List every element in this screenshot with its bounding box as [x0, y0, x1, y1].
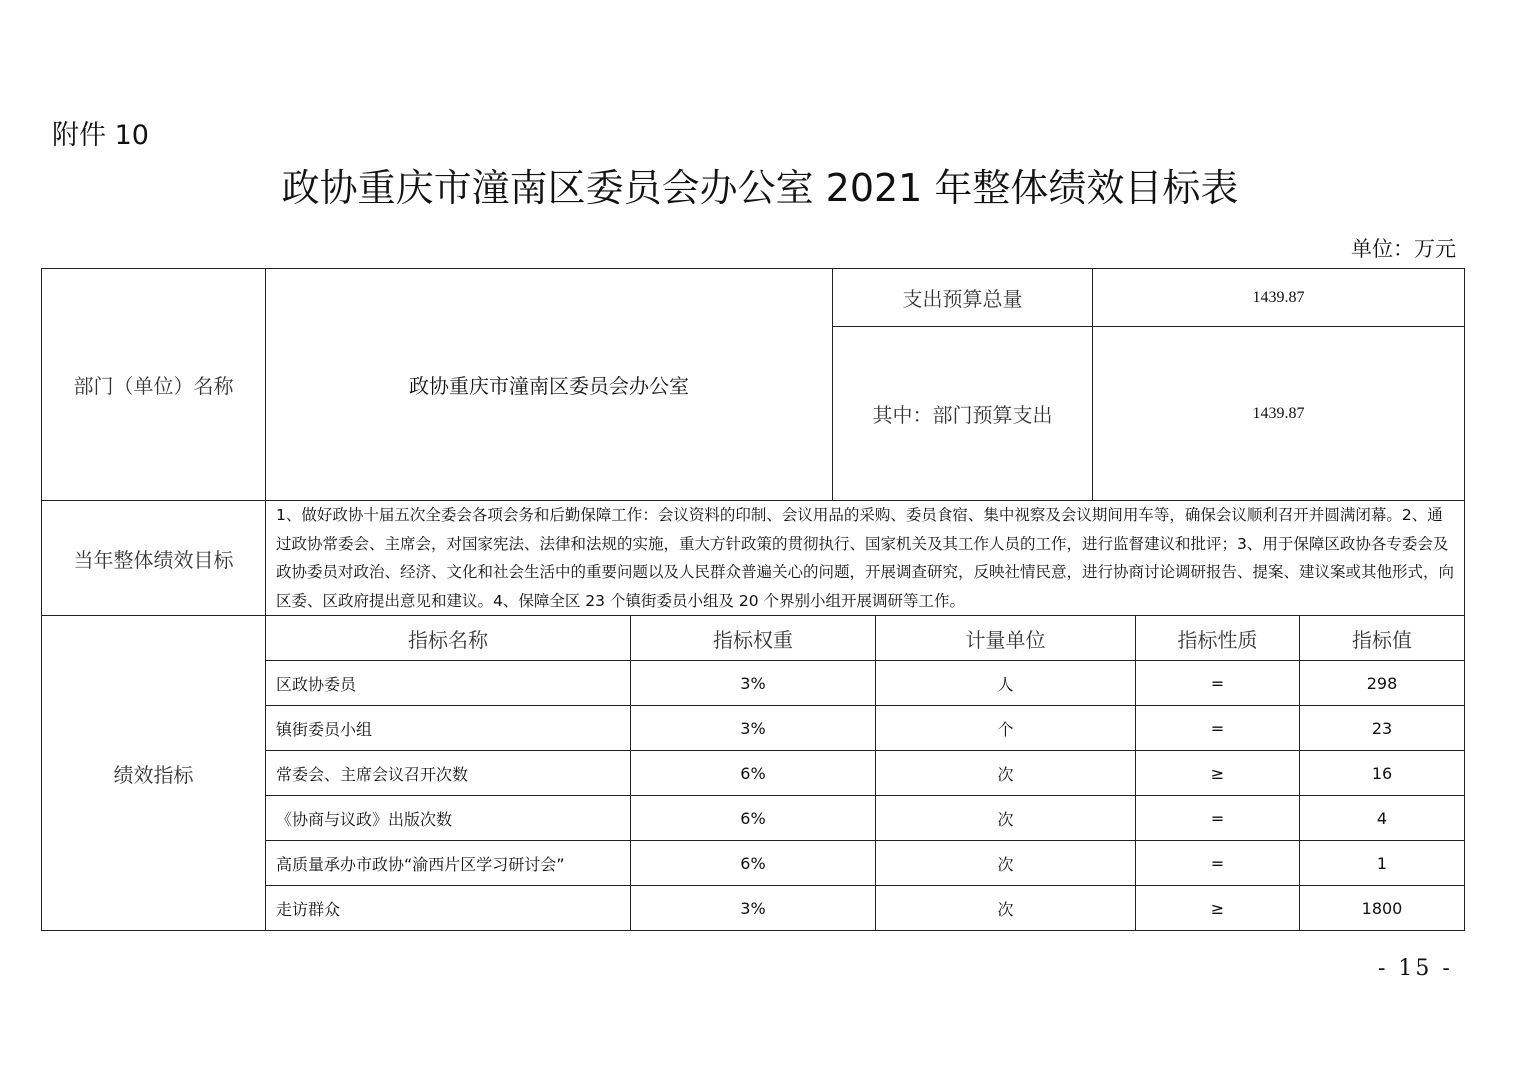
- indicator-weight: 3%: [631, 886, 876, 931]
- indicator-name: 《协商与议政》出版次数: [266, 796, 631, 841]
- header-value: 指标值: [1300, 616, 1465, 661]
- performance-table: [41, 268, 1465, 931]
- indicator-weight: 6%: [631, 841, 876, 886]
- indicator-name: 走访群众: [266, 886, 631, 931]
- indicator-weight: 3%: [631, 661, 876, 706]
- indicator-nature: ≥: [1136, 751, 1300, 796]
- budget-total-label: 支出预算总量: [833, 269, 1093, 327]
- indicator-unit: 次: [876, 796, 1136, 841]
- document-title: 政协重庆市潼南区委员会办公室 2021 年整体绩效目标表: [281, 166, 1239, 210]
- indicator-unit: 人: [876, 661, 1136, 706]
- indicator-unit: 次: [876, 751, 1136, 796]
- annual-goal-text: 1、做好政协十届五次全委会各项会务和后勤保障工作：会议资料的印制、会议用品的采购、委员食宿、集中视察及会议期间用车等，确保会议顺利召开并圆满闭幕。2、通过政协常委会、主席会，对国家宪法、法律和法规的实施，重大方针政策的贯彻执行、国家机关及其工作人员的工作，进行监督建议和批评；3、用于保障区政协各专委会及政协委员对政治、经济、文化和社会生活中的重要问题以及人民群众普遍关心的问题，开展调查研究，反映社情民意，进行协商讨论调研报告、提案、建议案或其他形式，向区委、区政府提出意见和建议。4、保障全区 23 个镇街委员小组及 20 个界别小组开展调研等工作。: [266, 501, 1465, 616]
- indicator-unit: 次: [876, 841, 1136, 886]
- indicator-weight: 3%: [631, 706, 876, 751]
- indicator-value: 23: [1300, 706, 1465, 751]
- dept-budget-label: 其中：部门预算支出: [833, 327, 1093, 501]
- header-weight: 指标权重: [631, 616, 876, 661]
- indicator-weight: 6%: [631, 796, 876, 841]
- budget-total-value: 1439.87: [1093, 269, 1465, 327]
- header-indicator-name: 指标名称: [266, 616, 631, 661]
- indicator-nature: =: [1136, 706, 1300, 751]
- indicator-value: 298: [1300, 661, 1465, 706]
- indicator-name: 常委会、主席会议召开次数: [266, 751, 631, 796]
- indicator-value: 1800: [1300, 886, 1465, 931]
- annual-goal-label: 当年整体绩效目标: [42, 501, 266, 616]
- unit-label: 单位：万元: [1351, 237, 1456, 261]
- indicator-label: 绩效指标: [42, 616, 266, 931]
- indicator-nature: =: [1136, 661, 1300, 706]
- indicator-name: 镇街委员小组: [266, 706, 631, 751]
- indicator-weight: 6%: [631, 751, 876, 796]
- indicator-name: 高质量承办市政协“渝西片区学习研讨会”: [266, 841, 631, 886]
- indicator-value: 1: [1300, 841, 1465, 886]
- header-nature: 指标性质: [1136, 616, 1300, 661]
- page-number: - 15 -: [1378, 956, 1453, 981]
- indicator-nature: =: [1136, 841, 1300, 886]
- indicator-nature: =: [1136, 796, 1300, 841]
- dept-name-label: 部门（单位）名称: [42, 269, 266, 501]
- dept-budget-value: 1439.87: [1093, 327, 1465, 501]
- indicator-unit: 次: [876, 886, 1136, 931]
- indicator-value: 16: [1300, 751, 1465, 796]
- indicator-value: 4: [1300, 796, 1465, 841]
- header-unit: 计量单位: [876, 616, 1136, 661]
- attachment-label: 附件 10: [52, 120, 149, 151]
- indicator-name: 区政协委员: [266, 661, 631, 706]
- indicator-nature: ≥: [1136, 886, 1300, 931]
- dept-name-value: 政协重庆市潼南区委员会办公室: [266, 269, 833, 501]
- indicator-unit: 个: [876, 706, 1136, 751]
